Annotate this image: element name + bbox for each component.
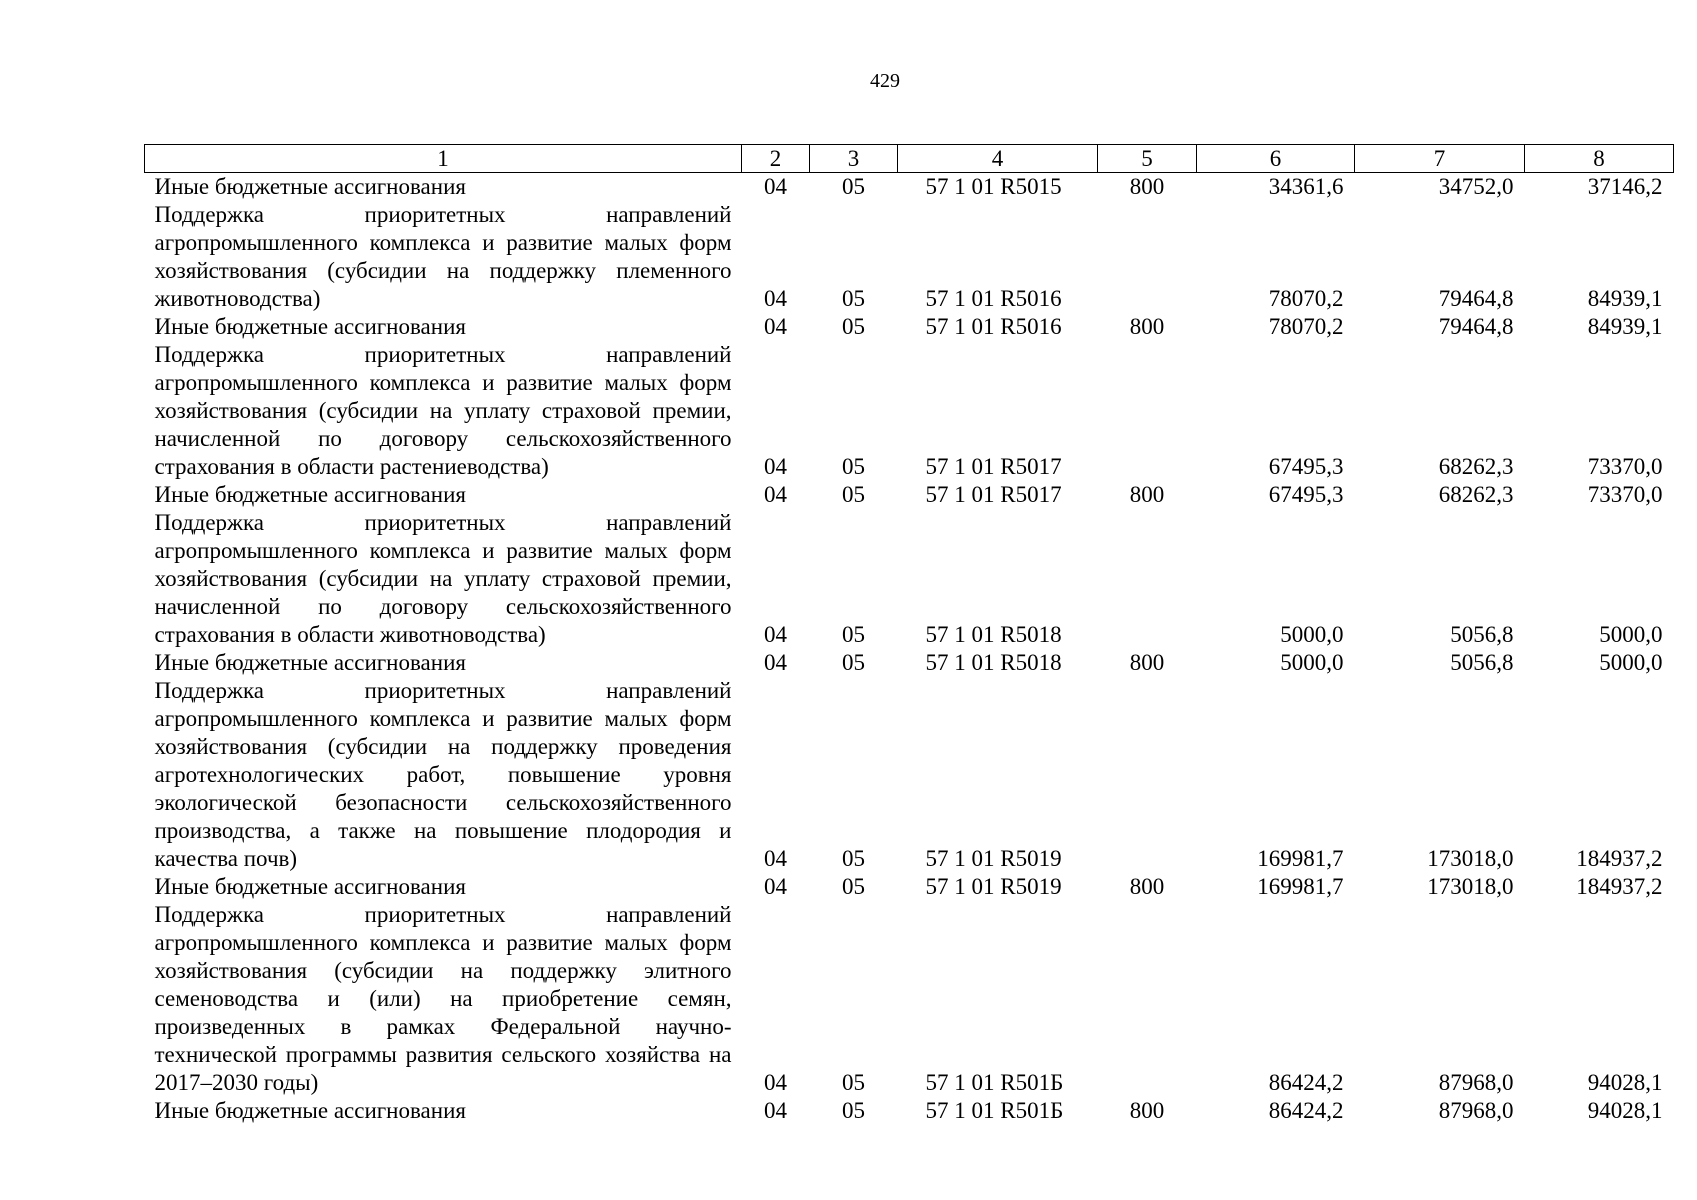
amount-col-7: 87968,0 [1438, 1098, 1514, 1123]
item-name: Иные бюджетные ассигнования [154, 174, 466, 199]
expense-type-code [1098, 509, 1197, 649]
amount-col-6: 86424,2 [1268, 1070, 1344, 1095]
target-article-code: 57 1 01 R5018 [925, 650, 1062, 675]
target-article-code: 57 1 01 R5018 [925, 622, 1062, 647]
table-row [145, 341, 1674, 481]
table-body [145, 173, 1674, 1126]
column-header-4: 4 [898, 145, 1098, 173]
page-number: 429 [870, 70, 900, 92]
section-code: 04 [764, 454, 787, 479]
amount-col-6: 67495,3 [1268, 482, 1344, 507]
amount-col-6: 78070,2 [1268, 314, 1344, 339]
expense-type-code [1098, 201, 1197, 313]
target-article-code: 57 1 01 R5016 [925, 286, 1062, 311]
section-code: 04 [764, 622, 787, 647]
target-article-code: 57 1 01 R5017 [925, 482, 1062, 507]
subsection-code: 05 [842, 454, 865, 479]
expense-type-code: 800 [1129, 482, 1165, 507]
column-header-7: 7 [1355, 145, 1525, 173]
table-row [145, 677, 1674, 873]
section-code: 04 [764, 650, 787, 675]
target-article-code: 57 1 01 R5017 [925, 454, 1062, 479]
section-code: 04 [764, 482, 787, 507]
subsection-code: 05 [842, 174, 865, 199]
expense-type-code [1098, 677, 1197, 873]
amount-col-8: 184937,2 [1576, 874, 1663, 899]
expense-type-code: 800 [1129, 1098, 1165, 1123]
amount-col-7: 34752,0 [1438, 174, 1514, 199]
table-row [145, 1097, 1674, 1125]
amount-col-6: 5000,0 [1280, 650, 1344, 675]
target-article-code: 57 1 01 R5019 [925, 874, 1062, 899]
column-header-3: 3 [810, 145, 898, 173]
subsection-code: 05 [842, 622, 865, 647]
section-code: 04 [764, 174, 787, 199]
amount-col-6: 169981,7 [1257, 846, 1344, 871]
subsection-code: 05 [842, 846, 865, 871]
amount-col-8: 84939,1 [1587, 314, 1663, 339]
item-name: Поддержка приоритетных направлений агропромышленного комплекса и развитие малых форм хозяйствования (субсидии на поддержку племенного животноводства) [154, 202, 732, 311]
amount-col-6: 5000,0 [1280, 622, 1344, 647]
section-code: 04 [764, 874, 787, 899]
table-row [145, 649, 1674, 677]
amount-col-7: 5056,8 [1450, 650, 1514, 675]
amount-col-6: 67495,3 [1268, 454, 1344, 479]
item-name: Иные бюджетные ассигнования [154, 314, 466, 339]
amount-col-8: 184937,2 [1576, 846, 1663, 871]
subsection-code: 05 [842, 650, 865, 675]
target-article-code: 57 1 01 R5019 [925, 846, 1062, 871]
table-row [145, 873, 1674, 901]
amount-col-8: 5000,0 [1599, 650, 1663, 675]
column-header-5: 5 [1098, 145, 1197, 173]
amount-col-8: 73370,0 [1587, 482, 1663, 507]
amount-col-6: 78070,2 [1268, 286, 1344, 311]
target-article-code: 57 1 01 R5016 [925, 314, 1062, 339]
expense-type-code [1098, 901, 1197, 1097]
item-name: Иные бюджетные ассигнования [154, 1098, 466, 1123]
table-row [145, 901, 1674, 1097]
column-header-1: 1 [145, 145, 742, 173]
table-row [145, 201, 1674, 313]
item-name: Иные бюджетные ассигнования [154, 874, 466, 899]
amount-col-7: 79464,8 [1438, 286, 1514, 311]
table-row [145, 481, 1674, 509]
item-name: Поддержка приоритетных направлений агропромышленного комплекса и развитие малых форм хозяйствования (субсидии на поддержку элитного семеноводства и (или) на приобретение семян, произведенных в рамках Федеральной научно-технической программы развития сельского хозяйства на 2017–2030 годы) [154, 902, 732, 1095]
budget-table [144, 144, 1674, 1125]
amount-col-7: 173018,0 [1427, 874, 1514, 899]
amount-col-6: 86424,2 [1268, 1098, 1344, 1123]
expense-type-code: 800 [1129, 874, 1165, 899]
table-row [145, 313, 1674, 341]
subsection-code: 05 [842, 286, 865, 311]
item-name: Поддержка приоритетных направлений агропромышленного комплекса и развитие малых форм хозяйствования (субсидии на уплату страховой премии, начисленной по договору сельскохозяйственного страхования в области животноводства) [154, 510, 732, 647]
expense-type-code: 800 [1129, 174, 1165, 199]
amount-col-7: 68262,3 [1438, 454, 1514, 479]
amount-col-7: 68262,3 [1438, 482, 1514, 507]
subsection-code: 05 [842, 1098, 865, 1123]
amount-col-8: 84939,1 [1587, 286, 1663, 311]
amount-col-6: 169981,7 [1257, 874, 1344, 899]
table-row [145, 173, 1674, 202]
item-name: Иные бюджетные ассигнования [154, 650, 466, 675]
amount-col-6: 34361,6 [1268, 174, 1344, 199]
item-name: Поддержка приоритетных направлений агропромышленного комплекса и развитие малых форм хозяйствования (субсидии на уплату страховой премии, начисленной по договору сельскохозяйственного страхования в области растениеводства) [154, 342, 732, 479]
amount-col-7: 79464,8 [1438, 314, 1514, 339]
column-header-8: 8 [1525, 145, 1674, 173]
amount-col-8: 5000,0 [1599, 622, 1663, 647]
section-code: 04 [764, 846, 787, 871]
subsection-code: 05 [842, 314, 865, 339]
section-code: 04 [764, 1070, 787, 1095]
column-header-6: 6 [1197, 145, 1355, 173]
amount-col-7: 5056,8 [1450, 622, 1514, 647]
item-name: Поддержка приоритетных направлений агропромышленного комплекса и развитие малых форм хозяйствования (субсидии на поддержку проведения агротехнологических работ, повышение уровня экологической безопасности сельскохозяйственного производства, а также на повышение плодородия и качества почв) [154, 678, 732, 871]
item-name: Иные бюджетные ассигнования [154, 482, 466, 507]
header-row [145, 145, 1674, 173]
section-code: 04 [764, 314, 787, 339]
amount-col-8: 37146,2 [1587, 174, 1663, 199]
subsection-code: 05 [842, 1070, 865, 1095]
expense-type-code [1098, 341, 1197, 481]
amount-col-8: 73370,0 [1587, 454, 1663, 479]
amount-col-7: 173018,0 [1427, 846, 1514, 871]
target-article-code: 57 1 01 R501Б [925, 1098, 1064, 1123]
section-code: 04 [764, 286, 787, 311]
expense-type-code: 800 [1129, 650, 1165, 675]
subsection-code: 05 [842, 874, 865, 899]
expense-type-code: 800 [1129, 314, 1165, 339]
table-row [145, 509, 1674, 649]
section-code: 04 [764, 1098, 787, 1123]
column-header-2: 2 [742, 145, 810, 173]
amount-col-8: 94028,1 [1587, 1098, 1663, 1123]
target-article-code: 57 1 01 R501Б [925, 1070, 1064, 1095]
subsection-code: 05 [842, 482, 865, 507]
amount-col-7: 87968,0 [1438, 1070, 1514, 1095]
amount-col-8: 94028,1 [1587, 1070, 1663, 1095]
target-article-code: 57 1 01 R5015 [925, 174, 1062, 199]
